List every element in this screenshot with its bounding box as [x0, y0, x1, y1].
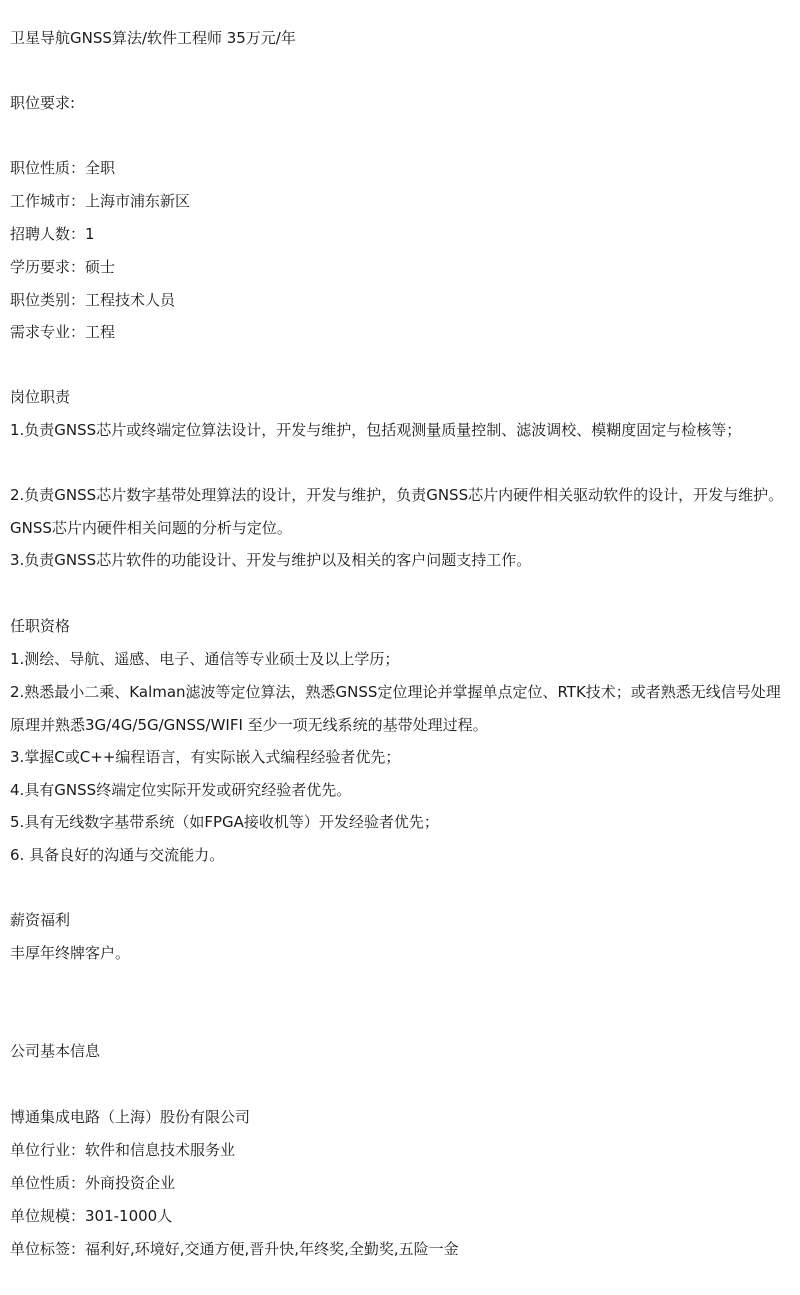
company-tags: 单位标签：福利好,环境好,交通方便,晋升快,年终奖,全勤奖,五险一金: [10, 1240, 459, 1258]
job-detail-headcount: 招聘人数：1: [10, 225, 95, 243]
qualification-item-5: 5.具有无线数字基带系统（如FPGA接收机等）开发经验者优先；: [10, 813, 439, 831]
requirements-heading: 职位要求:: [10, 94, 76, 112]
duty-item-2: 2.负责GNSS芯片数字基带处理算法的设计，开发与维护，负责GNSS芯片内硬件相关驱动软件的设计，开发与维护。GNSS芯片内硬件相关问题的分析与定位。: [10, 486, 784, 537]
benefits-text: 丰厚年终牌客户。: [10, 944, 131, 962]
qualification-item-2: 2.熟悉最小二乘、Kalman滤波等定位算法，熟悉GNSS定位理论并掌握单点定位、RTK技术；或者熟悉无线信号处理原理并熟悉3G/4G/5G/GNSS/WIFI 至少一项无线系统的基带处理过程。: [10, 683, 781, 734]
job-detail-education: 学历要求：硕士: [10, 258, 116, 276]
company-industry: 单位行业：软件和信息技术服务业: [10, 1141, 236, 1159]
job-detail-category: 职位类别：工程技术人员: [10, 291, 176, 309]
qualification-item-3: 3.掌握C或C++编程语言，有实际嵌入式编程经验者优先；: [10, 748, 401, 766]
job-detail-major: 需求专业：工程: [10, 323, 116, 341]
qualifications-heading: 任职资格: [10, 617, 71, 635]
company-size: 单位规模：301-1000人: [10, 1207, 173, 1225]
qualification-item-6: 6. 具备良好的沟通与交流能力。: [10, 846, 225, 864]
company-name: 博通集成电路（上海）股份有限公司: [10, 1108, 251, 1126]
company-heading: 公司基本信息: [10, 1042, 101, 1060]
benefits-heading: 薪资福利: [10, 911, 71, 929]
duty-item-1: 1.负责GNSS芯片或终端定位算法设计，开发与维护，包括观测量质量控制、滤波调校、模糊度固定与检核等；: [10, 421, 742, 439]
job-title: 卫星导航GNSS算法/软件工程师 35万元/年: [10, 29, 296, 47]
company-type: 单位性质：外商投资企业: [10, 1174, 176, 1192]
duties-heading: 岗位职责: [10, 388, 71, 406]
qualification-item-4: 4.具有GNSS终端定位实际开发或研究经验者优先。: [10, 781, 352, 799]
qualification-item-1: 1.测绘、导航、遥感、电子、通信等专业硕士及以上学历；: [10, 650, 400, 668]
duty-item-3: 3.负责GNSS芯片软件的功能设计、开发与维护以及相关的客户问题支持工作。: [10, 551, 532, 569]
job-detail-city: 工作城市：上海市浦东新区: [10, 192, 191, 210]
job-detail-nature: 职位性质：全职: [10, 159, 116, 177]
